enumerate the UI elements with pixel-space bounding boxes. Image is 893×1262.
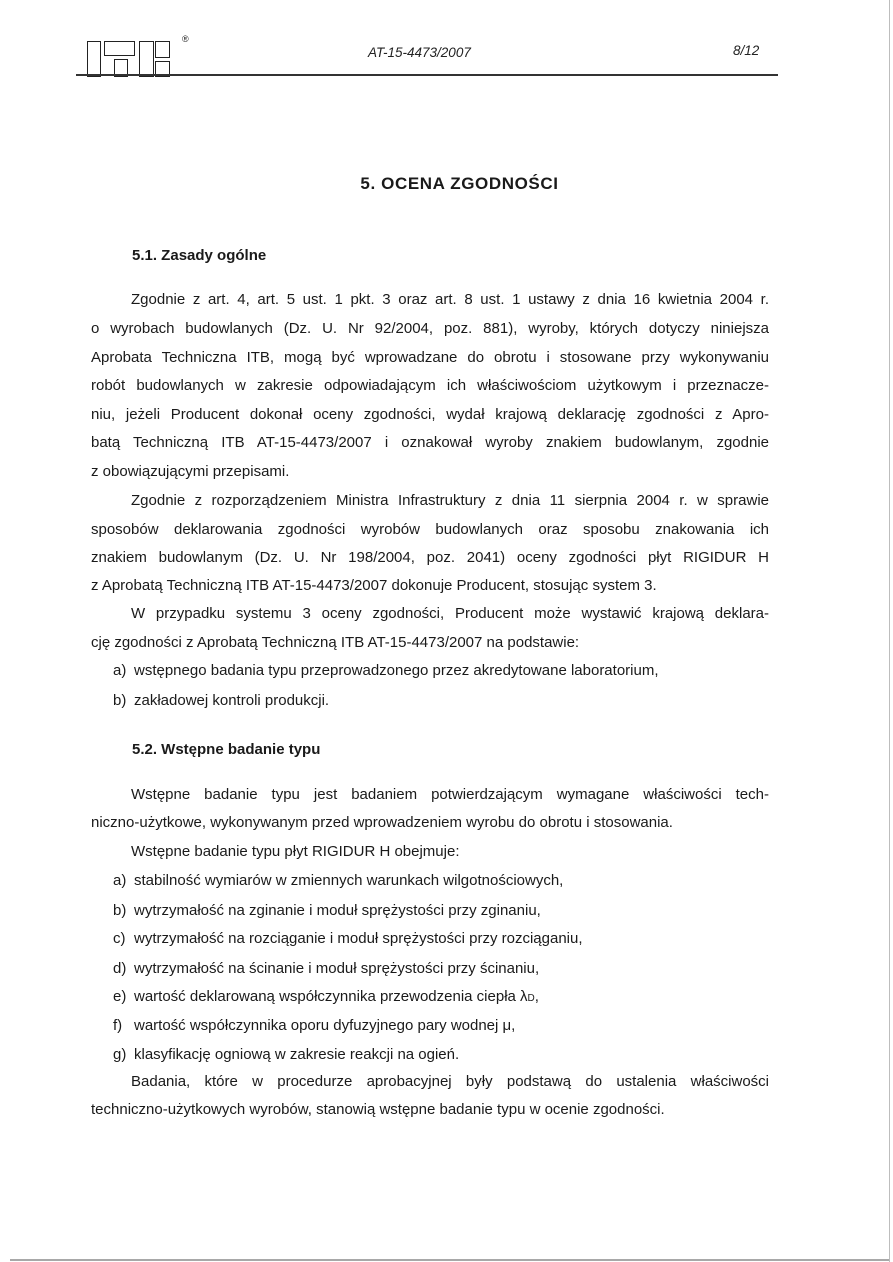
paragraph-line: niu, jeżeli Producent dokonał oceny zgodności, wydał krajową deklarację zgodności z Apro- bbox=[91, 406, 769, 423]
paragraph-line: cję zgodności z Aprobatą Techniczną ITB AT-15-4473/2007 na podstawie: bbox=[91, 634, 580, 651]
page-number: 8/12 bbox=[733, 43, 760, 58]
paragraph-line: Zgodnie z art. 4, art. 5 ust. 1 pkt. 3 oraz art. 8 ust. 1 ustawy z dnia 16 kwietnia 2004 r. bbox=[131, 291, 769, 308]
list-item: b) zakładowej kontroli produkcji. bbox=[113, 692, 330, 709]
paragraph-line: znakiem budowlanym (Dz. U. Nr 198/2004, poz. 2041) oceny zgodności płyt RIGIDUR H bbox=[91, 549, 769, 566]
list-item: e) wartość deklarowaną współczynnika przewodzenia ciepła λD, bbox=[113, 988, 539, 1005]
list-item: f) wartość współczynnika oporu dyfuzyjnego pary wodnej μ, bbox=[113, 1017, 516, 1034]
paragraph-line: z Aprobatą Techniczną ITB AT-15-4473/2007 dokonuje Producent, stosując system 3. bbox=[91, 577, 657, 594]
header-divider bbox=[76, 74, 778, 76]
paragraph-line: batą Techniczną ITB AT-15-4473/2007 i oznakował wyroby znakiem budowlanym, zgodnie bbox=[91, 434, 769, 451]
paragraph-line: o wyrobach budowlanych (Dz. U. Nr 92/2004, poz. 881), wyroby, których dotyczy niniejsza bbox=[91, 320, 769, 337]
page-header bbox=[76, 34, 778, 76]
itb-logo bbox=[87, 34, 189, 73]
registered-mark: ® bbox=[182, 34, 189, 44]
paragraph-line: W przypadku systemu 3 oceny zgodności, Producent może wystawić krajową deklara- bbox=[131, 605, 769, 622]
lambda-subscript: D bbox=[527, 993, 535, 1004]
list-item: a) wstępnego badania typu przeprowadzonego przez akredytowane laboratorium, bbox=[113, 662, 659, 679]
paragraph-line: Wstępne badanie typu jest badaniem potwierdzającym wymagane właściwości tech- bbox=[131, 786, 769, 803]
paragraph-line: Aprobata Techniczna ITB, mogą być wprowadzane do obrotu i stosowane przy wykonywaniu bbox=[91, 349, 769, 366]
paragraph-line: Wstępne badanie typu płyt RIGIDUR H obejmuje: bbox=[131, 843, 460, 860]
paragraph-line: sposobów deklarowania zgodności wyrobów budowlanych oraz sposobu znakowania ich bbox=[91, 521, 769, 538]
list-item: a) stabilność wymiarów w zmiennych warunkach wilgotnościowych, bbox=[113, 872, 564, 889]
document-id: AT-15-4473/2007 bbox=[368, 45, 471, 60]
list-item: g) klasyfikację ogniową w zakresie reakcji na ogień. bbox=[113, 1046, 460, 1063]
subsection-heading-5-2: 5.2. Wstępne badanie typu bbox=[132, 741, 321, 758]
paragraph-line: Zgodnie z rozporządzeniem Ministra Infrastruktury z dnia 11 sierpnia 2004 r. w sprawie bbox=[131, 492, 769, 509]
paragraph-line: robót budowlanych w zakresie odpowiadającym ich właściwościom użytkowym i przeznacze- bbox=[91, 377, 769, 394]
list-item: d) wytrzymałość na ścinanie i moduł sprężystości przy ścinaniu, bbox=[113, 960, 540, 977]
paragraph-line: Badania, które w procedurze aprobacyjnej były podstawą do ustalenia właściwości bbox=[131, 1073, 769, 1090]
scan-edge-bottom bbox=[10, 1259, 889, 1261]
section-title: 5. OCENA ZGODNOŚCI bbox=[360, 174, 559, 193]
subsection-heading-5-1: 5.1. Zasady ogólne bbox=[132, 247, 267, 264]
list-item: c) wytrzymałość na rozciąganie i moduł sprężystości przy rozciąganiu, bbox=[113, 930, 583, 947]
paragraph-line: techniczno-użytkowych wyrobów, stanowią wstępne badanie typu w ocenie zgodności. bbox=[91, 1101, 665, 1118]
list-item: b) wytrzymałość na zginanie i moduł sprężystości przy zginaniu, bbox=[113, 902, 541, 919]
paragraph-line: z obowiązującymi przepisami. bbox=[91, 463, 290, 480]
paragraph-line: niczno-użytkowe, wykonywanym przed wprowadzeniem wyrobu do obrotu i stosowania. bbox=[91, 814, 673, 831]
